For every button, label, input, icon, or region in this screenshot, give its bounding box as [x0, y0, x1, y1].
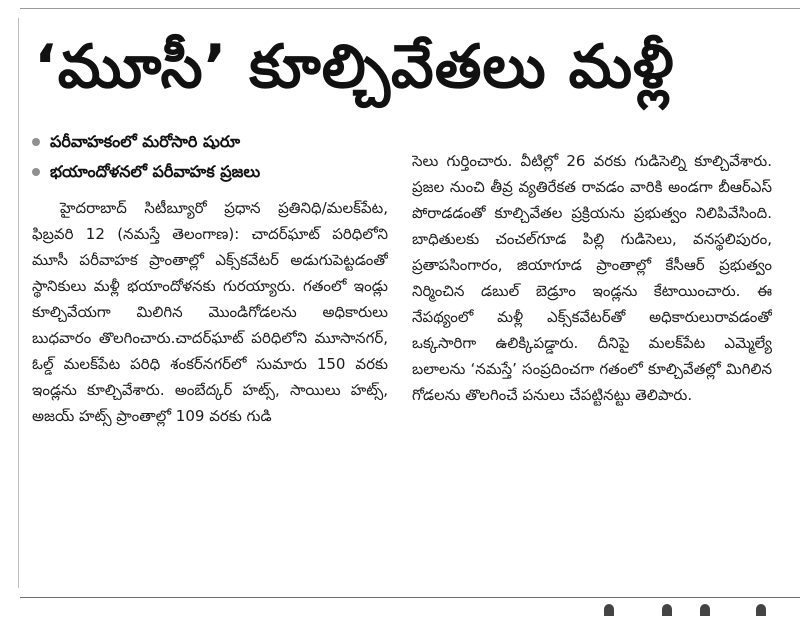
left-rule — [18, 18, 19, 588]
article-column-right — [412, 148, 772, 606]
article-column-left — [32, 127, 388, 585]
bullet-dot-icon — [32, 138, 40, 146]
bullet-dot-icon — [32, 168, 40, 176]
article-body-left: హైదరాబాద్ సిటీబ్యూరో ప్రధాన ప్రతినిధి/మలక్‌పేట, ఫిబ్రవరి 12 (నమస్తే తెలంగాణ): చాదర్‌ఘాట్ పరిధిలోని మూసీ పరీవాహక ప్రాంతాల్లో ఎక్స్‌కవేటర్ అడుగుపెట్టడంతో స్థానికులు మళ్లీ భయాందోళనకు గురయ్యారు. గతంలో ఇండ్లు కూల్చివేయగా మిలిగిన మొండిగోడలను అధికారులు బుధవారం తొలగించారు.చాదర్‌ఘాట్ పరిధిలోని మూసానగర్, ఓల్డ్ మలక్‌పేట పరిధి శంకర్‌నగర్‌లో సుమారు 150 వరకు ఇండ్లను కూల్చివేశారు. అంబేద్కర్ హట్స్, సాయిలు హట్స్, అజయ్ హట్స్ ప్రాంతాల్లో 109 వరకు గుడి — [32, 199, 388, 425]
subhead-text-1: పరీవాహకంలో మరోసారి షురూ — [50, 132, 241, 151]
article-body-right: సెలు గుర్తించారు. వీటిల్లో 26 వరకు గుడిసెల్ని కూల్చివేశారు. ప్రజల నుంచి తీవ్ర వ్యతిరేకత రావడం వారికి అండగా బీఆర్‌ఎస్ పోరాడడంతో కూల్చివేతల ప్రక్రియను ప్రభుత్వం నిలిపివేసింది. బాధితులకు చంచల్‌గూడ పిల్లి గుడిసెలు, వనస్థలిపురం, ప్రతాపసింగారం, జియాగూడ ప్రాంతాల్లో కేసీఆర్ ప్రభుత్వం నిర్మించిన డబుల్ బెడ్రూం ఇండ్లను కేటాయించారు. ఈ నేపథ్యంలో మళ్లీ ఎక్స్‌కవేటర్‌తో అధికారులురావడంతో ఒక్కసారిగా ఉలిక్కిపడ్డారు. దీనిపై మలక్‌పేట ఎమ్మెల్యే బలాలను ‘నమస్తే’ సంప్రదించగా గతంలో కూల్చివేతల్లో మిగిలిన గోడలను తొలగించే పనులు చేపట్టినట్టు తెలిపారు. — [412, 152, 772, 404]
headline: ‘మూసీ’ కూల్చివేతలు మళ్లీ — [34, 32, 675, 102]
subhead-bullet-2 — [32, 157, 388, 187]
subhead-bullet-1 — [32, 127, 388, 157]
bottom-rule — [20, 597, 800, 598]
top-rule — [20, 8, 800, 9]
next-article-headline-fragment-icon — [604, 600, 774, 617]
subhead-text-2: భయాందోళనలో పరీవాహక ప్రజలు — [50, 162, 261, 181]
